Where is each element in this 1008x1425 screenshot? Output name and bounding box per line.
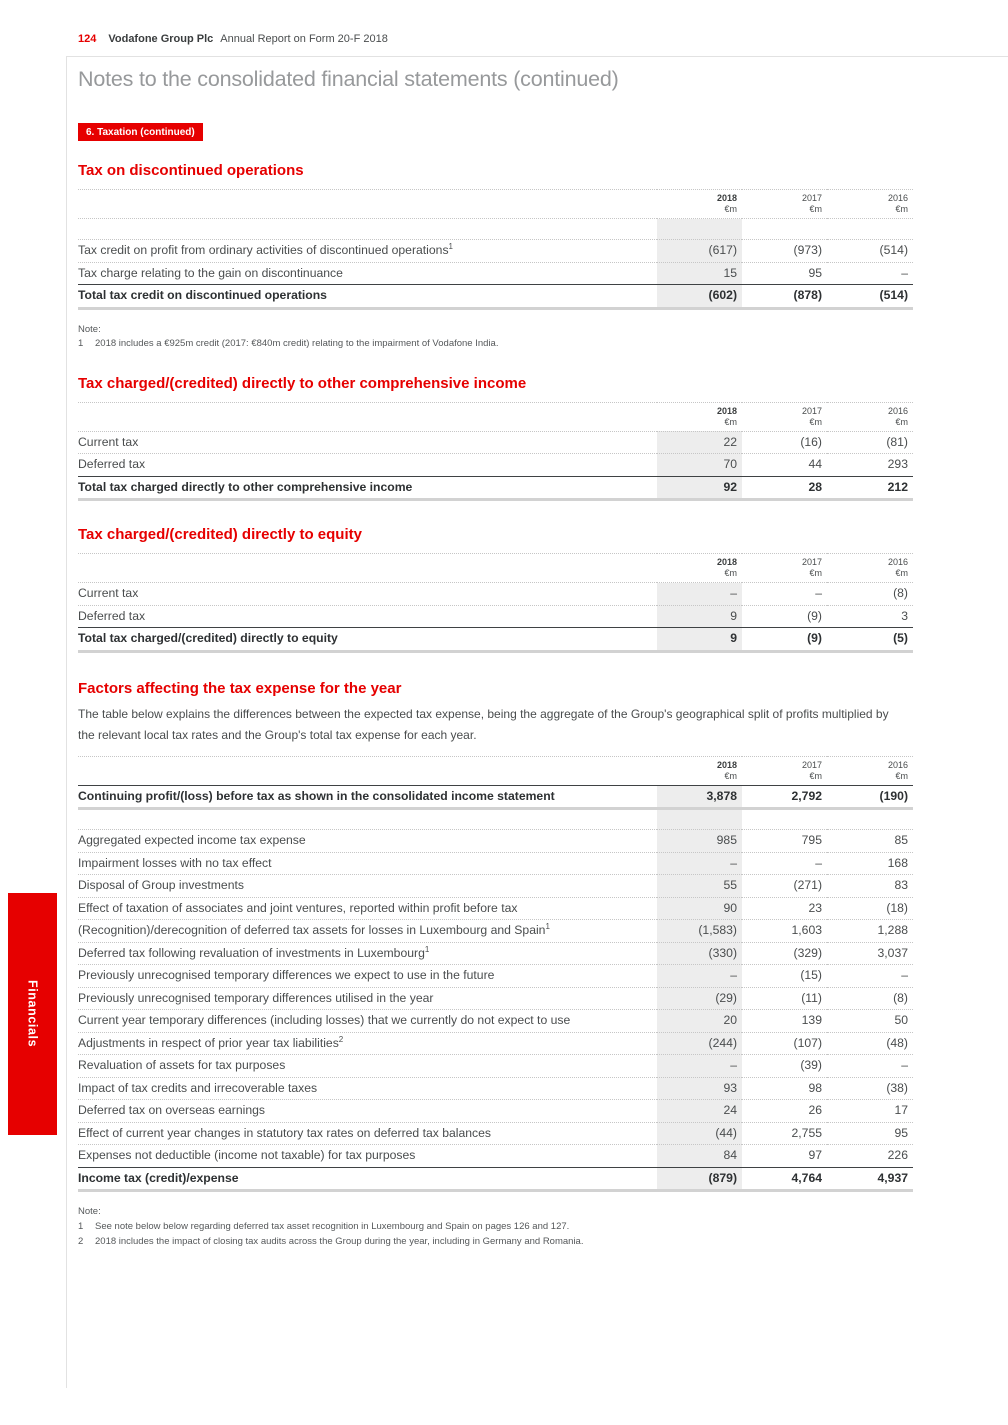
table-row (78, 920, 913, 943)
value-cell-2018: 70 (657, 454, 742, 477)
value-cell-2016: (8) (827, 987, 913, 1010)
value-cell-2017 (742, 809, 827, 830)
value-cell-2016: 50 (827, 1010, 913, 1033)
year-label: 2017 (801, 759, 822, 770)
unit-label: €m (724, 568, 737, 579)
row-label (78, 875, 657, 898)
row-label-text: Current tax (78, 586, 139, 601)
row-label-text: Revaluation of assets for tax purposes (78, 1058, 286, 1073)
value-cell-2017 (742, 219, 827, 240)
value-cell-2017: (973) (742, 240, 827, 263)
table-mount (78, 402, 913, 502)
row-label (78, 605, 657, 628)
value-cell-2017: 97 (742, 1145, 827, 1168)
year-label: 2018 (716, 557, 737, 568)
row-label (78, 965, 657, 988)
value-cell-2017: 795 (742, 830, 827, 853)
row-label-text: Disposal of Group investments (78, 878, 244, 893)
value-cell-2017: – (742, 852, 827, 875)
header-year-cell (827, 190, 913, 219)
row-label (78, 454, 657, 477)
row-label-text: Aggregated expected income tax expense (78, 833, 306, 848)
row-label (78, 809, 657, 830)
value-cell-2016: 226 (827, 1145, 913, 1168)
page-left-rule (66, 56, 67, 1388)
value-cell-2018: 92 (657, 476, 742, 500)
value-cell-2016: (48) (827, 1032, 913, 1055)
year-label: 2017 (801, 405, 822, 416)
row-label-text: Adjustments in respect of prior year tax liabilities (78, 1035, 339, 1050)
page-content (78, 0, 913, 1250)
year-label: 2017 (801, 193, 822, 203)
row-label (78, 219, 657, 240)
row-label (78, 1010, 657, 1033)
table-row (78, 476, 913, 500)
company-name: Vodafone Group Plc (108, 33, 214, 45)
row-label (78, 897, 657, 920)
row-label-text: Deferred tax following revaluation of investments in Luxembourg (78, 945, 425, 960)
table-row (78, 583, 913, 606)
section-equity (78, 526, 913, 653)
row-label (78, 1167, 657, 1191)
value-cell-2016 (827, 219, 913, 240)
section-heading: Tax charged/(credited) directly to other comprehensive income (78, 374, 527, 392)
section-heading: Tax on discontinued operations (78, 162, 304, 179)
section-other-comprehensive-income (78, 375, 913, 502)
financial-table (78, 189, 913, 310)
year-label: 2017 (801, 557, 822, 568)
row-label (78, 987, 657, 1010)
header-year-cell (827, 402, 913, 431)
header-year-cell (657, 554, 742, 583)
row-label-text: Previously unrecognised temporary differences utilised in the year (78, 990, 434, 1005)
unit-label: €m (809, 416, 822, 427)
header-year-cell (742, 402, 827, 431)
value-cell-2016: (38) (827, 1077, 913, 1100)
row-label (78, 431, 657, 454)
table-header-row (78, 554, 913, 583)
row-label-text: Deferred tax on overseas earnings (78, 1103, 265, 1118)
row-label-text: Impairment losses with no tax effect (78, 855, 272, 870)
header-year-cell (742, 756, 827, 785)
table-row (78, 852, 913, 875)
page-title: Notes to the consolidated financial statements (continued) (78, 67, 619, 91)
unit-label: €m (724, 770, 737, 781)
table-row (78, 987, 913, 1010)
value-cell-2017: (11) (742, 987, 827, 1010)
row-label-text: Tax credit on profit from ordinary activities of discontinued operations (78, 243, 449, 257)
footnote-marker: 2 (338, 1034, 344, 1044)
value-cell-2018 (657, 809, 742, 830)
table-row (78, 454, 913, 477)
table-row (78, 809, 913, 830)
report-name: Annual Report on Form 20-F 2018 (220, 33, 388, 45)
row-label (78, 476, 657, 500)
section-discontinued-operations (78, 162, 913, 352)
table-row (78, 897, 913, 920)
value-cell-2018 (657, 219, 742, 240)
row-label (78, 1032, 657, 1055)
row-label (78, 1077, 657, 1100)
value-cell-2017: (329) (742, 942, 827, 965)
value-cell-2017: (271) (742, 875, 827, 898)
row-label-text: Total tax charged/(credited) directly to equity (78, 631, 338, 646)
table-header-row (78, 190, 913, 219)
value-cell-2016: 3,037 (827, 942, 913, 965)
value-cell-2016: 1,288 (827, 920, 913, 943)
value-cell-2017: 139 (742, 1010, 827, 1033)
footnote-item (78, 1235, 913, 1250)
table-mount (78, 553, 913, 653)
row-label-text: Effect of current year changes in statutory tax rates on deferred tax balances (78, 1125, 492, 1140)
table-row (78, 1100, 913, 1123)
header-year-cell (657, 190, 742, 219)
table-row (78, 628, 913, 652)
row-label (78, 1145, 657, 1168)
footnote-number: 1 (78, 338, 84, 350)
financial-table (78, 756, 913, 1193)
value-cell-2016: – (827, 1055, 913, 1078)
row-label (78, 852, 657, 875)
table-row (78, 219, 913, 240)
row-label (78, 583, 657, 606)
table-row (78, 431, 913, 454)
unit-label: €m (895, 770, 908, 781)
footnote-marker: 1 (424, 944, 430, 954)
table-row (78, 1010, 913, 1033)
table-row (78, 1167, 913, 1191)
side-tab-label: Financials (25, 980, 40, 1048)
row-label-text: Current tax (78, 434, 139, 449)
value-cell-2018: – (657, 583, 742, 606)
running-header (78, 0, 913, 46)
value-cell-2016: 17 (827, 1100, 913, 1123)
financial-table (78, 553, 913, 653)
table-row (78, 1055, 913, 1078)
value-cell-2016: – (827, 965, 913, 988)
value-cell-2018: (617) (657, 240, 742, 263)
value-cell-2018: 93 (657, 1077, 742, 1100)
value-cell-2017: 2,755 (742, 1122, 827, 1145)
section-factors-affecting-tax (78, 680, 913, 1250)
value-cell-2016: – (827, 262, 913, 285)
row-label (78, 262, 657, 285)
value-cell-2017: 28 (742, 476, 827, 500)
unit-label: €m (895, 568, 908, 579)
table-header-row (78, 756, 913, 785)
value-cell-2016: (514) (827, 285, 913, 309)
value-cell-2018: – (657, 965, 742, 988)
row-label (78, 1100, 657, 1123)
value-cell-2017: (39) (742, 1055, 827, 1078)
row-label-text: Continuing profit/(loss) before tax as shown in the consolidated income statement (78, 788, 555, 803)
value-cell-2018: (879) (657, 1167, 742, 1191)
table-row (78, 262, 913, 285)
value-cell-2018: – (657, 1055, 742, 1078)
table-row (78, 942, 913, 965)
value-cell-2016: 95 (827, 1122, 913, 1145)
value-cell-2018: – (657, 852, 742, 875)
financials-side-tab (8, 893, 57, 1135)
value-cell-2017: – (742, 583, 827, 606)
footnote-title: Note: (78, 1206, 101, 1218)
value-cell-2016 (827, 809, 913, 830)
footnote-marker: 1 (545, 922, 550, 932)
value-cell-2018: 20 (657, 1010, 742, 1033)
value-cell-2018: 24 (657, 1100, 742, 1123)
value-cell-2018: (602) (657, 285, 742, 309)
unit-label: €m (895, 416, 908, 427)
value-cell-2017: (9) (742, 605, 827, 628)
page-number: 124 (78, 33, 97, 45)
value-cell-2017: 23 (742, 897, 827, 920)
year-label: 2016 (887, 759, 908, 770)
year-label: 2016 (887, 405, 908, 416)
value-cell-2017: 4,764 (742, 1167, 827, 1191)
value-cell-2018: 9 (657, 605, 742, 628)
row-label-text: Income tax (credit)/expense (78, 1170, 239, 1185)
footnotes (78, 323, 913, 352)
value-cell-2018: (44) (657, 1122, 742, 1145)
value-cell-2018: 985 (657, 830, 742, 853)
footnote-number: 2 (78, 1235, 84, 1247)
row-label-text: Impact of tax credits and irrecoverable taxes (78, 1080, 318, 1095)
table-row (78, 875, 913, 898)
row-label-text: Expenses not deductible (income not taxable) for tax purposes (78, 1148, 416, 1163)
table-row (78, 1032, 913, 1055)
value-cell-2016: 212 (827, 476, 913, 500)
value-cell-2017: (878) (742, 285, 827, 309)
year-label: 2018 (716, 405, 737, 416)
row-label (78, 920, 657, 943)
value-cell-2016: 83 (827, 875, 913, 898)
row-label-text: Previously unrecognised temporary differences we expect to use in the future (78, 968, 495, 983)
footnote-item (78, 337, 913, 352)
value-cell-2018: (1,583) (657, 920, 742, 943)
value-cell-2016: (5) (827, 628, 913, 652)
value-cell-2017: (107) (742, 1032, 827, 1055)
value-cell-2016: (514) (827, 240, 913, 263)
value-cell-2016: (8) (827, 583, 913, 606)
table-row (78, 605, 913, 628)
value-cell-2018: 90 (657, 897, 742, 920)
value-cell-2018: 55 (657, 875, 742, 898)
year-label: 2016 (887, 557, 908, 568)
section-badge: 6. Taxation (continued) (78, 123, 203, 141)
header-label-cell (78, 756, 657, 785)
footnote-marker: 1 (448, 241, 453, 251)
footnote-text: 2018 includes a €925m credit (2017: €840m credit) relating to the impairment of Vodafone India. (95, 338, 499, 350)
table-header-row (78, 402, 913, 431)
row-label (78, 1122, 657, 1145)
table-row (78, 240, 913, 263)
value-cell-2018: 22 (657, 431, 742, 454)
section-heading: Factors affecting the tax expense for the year (78, 679, 402, 697)
value-cell-2017: 1,603 (742, 920, 827, 943)
value-cell-2018: 3,878 (657, 785, 742, 809)
value-cell-2018: (244) (657, 1032, 742, 1055)
row-label-text: (Recognition)/derecognition of deferred tax assets for losses in Luxembourg and Spain (78, 923, 546, 938)
header-label-cell (78, 554, 657, 583)
row-label (78, 240, 657, 263)
value-cell-2018: (330) (657, 942, 742, 965)
table-row (78, 1145, 913, 1168)
footnote-text: 2018 includes the impact of closing tax audits across the Group during the year, including in Germany and Romania. (95, 1235, 584, 1247)
footnote-number: 1 (78, 1221, 84, 1233)
header-year-cell (827, 554, 913, 583)
header-year-cell (742, 190, 827, 219)
row-label-text: Total tax credit on discontinued operations (78, 288, 327, 302)
table-mount (78, 189, 913, 310)
row-label (78, 285, 657, 309)
header-year-cell (827, 756, 913, 785)
table-row (78, 1122, 913, 1145)
row-label (78, 942, 657, 965)
header-year-cell (657, 756, 742, 785)
value-cell-2017: 98 (742, 1077, 827, 1100)
value-cell-2017: (16) (742, 431, 827, 454)
value-cell-2018: (29) (657, 987, 742, 1010)
value-cell-2017: 2,792 (742, 785, 827, 809)
row-label-text: Effect of taxation of associates and joint ventures, reported within profit before tax (78, 900, 518, 915)
footnote-text: See note below below regarding deferred tax asset recognition in Luxembourg and Spain on pages 126 and 127. (95, 1221, 570, 1233)
unit-label: €m (724, 416, 737, 427)
table-row (78, 785, 913, 809)
row-label (78, 1055, 657, 1078)
footnotes (78, 1205, 913, 1249)
value-cell-2016: (81) (827, 431, 913, 454)
row-label-text: Tax charge relating to the gain on discontinuance (78, 265, 343, 280)
value-cell-2016: (190) (827, 785, 913, 809)
value-cell-2017: 44 (742, 454, 827, 477)
row-label-text: Deferred tax (78, 608, 146, 623)
row-label (78, 830, 657, 853)
value-cell-2016: 168 (827, 852, 913, 875)
header-year-cell (657, 402, 742, 431)
unit-label: €m (724, 204, 737, 214)
table-row (78, 285, 913, 309)
header-label-cell (78, 190, 657, 219)
value-cell-2016: 4,937 (827, 1167, 913, 1191)
year-label: 2016 (887, 193, 908, 203)
value-cell-2018: 15 (657, 262, 742, 285)
section-intro: The table below explains the differences between the expected tax expense, being the aggregate of the Group's geographical split of profits multiplied by the relevant local tax rates and the Group's total tax expense for each year. (78, 706, 889, 742)
row-label-text: Current year temporary differences (including losses) that we currently do not expect to use (78, 1013, 571, 1028)
value-cell-2017: 26 (742, 1100, 827, 1123)
section-heading: Tax charged/(credited) directly to equity (78, 526, 362, 544)
row-label (78, 628, 657, 652)
footnote-title: Note: (78, 323, 101, 335)
unit-label: €m (895, 204, 908, 214)
year-label: 2018 (716, 193, 737, 203)
value-cell-2017: (15) (742, 965, 827, 988)
footnote-item (78, 1220, 913, 1235)
value-cell-2016: 293 (827, 454, 913, 477)
table-row (78, 830, 913, 853)
unit-label: €m (809, 770, 822, 781)
header-year-cell (742, 554, 827, 583)
year-label: 2018 (716, 759, 737, 770)
table-mount (78, 756, 913, 1193)
value-cell-2017: 95 (742, 262, 827, 285)
header-label-cell (78, 402, 657, 431)
value-cell-2016: 3 (827, 605, 913, 628)
table-row (78, 965, 913, 988)
row-label (78, 785, 657, 809)
row-label-text: Total tax charged directly to other comprehensive income (78, 479, 413, 494)
financial-table (78, 402, 913, 502)
value-cell-2018: 9 (657, 628, 742, 652)
value-cell-2016: (18) (827, 897, 913, 920)
unit-label: €m (809, 568, 822, 579)
value-cell-2016: 85 (827, 830, 913, 853)
unit-label: €m (809, 204, 822, 214)
value-cell-2018: 84 (657, 1145, 742, 1168)
table-row (78, 1077, 913, 1100)
row-label-text: Deferred tax (78, 457, 146, 472)
value-cell-2017: (9) (742, 628, 827, 652)
